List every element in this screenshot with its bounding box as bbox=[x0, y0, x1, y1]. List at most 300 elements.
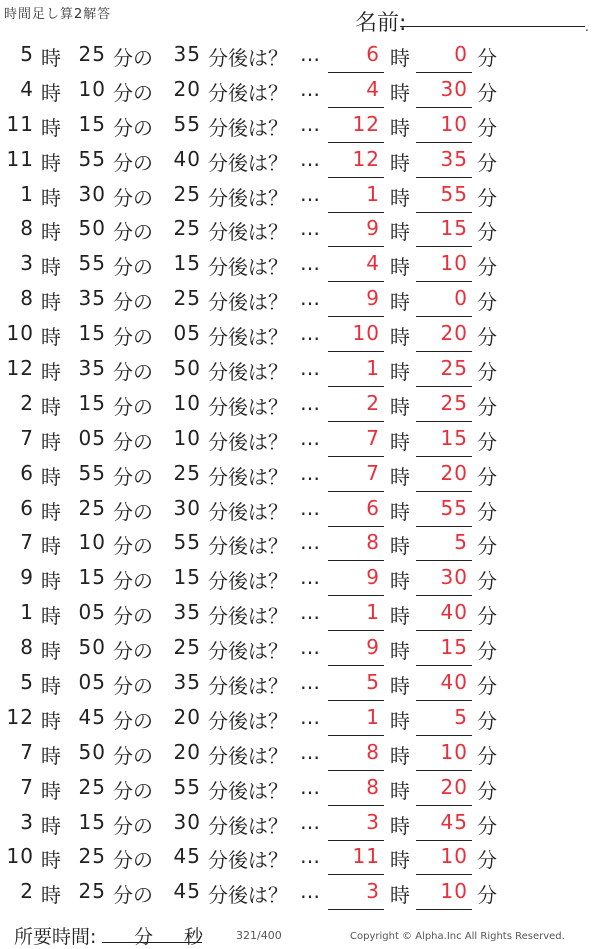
ellipsis: … bbox=[300, 879, 320, 904]
hour-label: 時 bbox=[41, 80, 61, 105]
answer-minute: 15 bbox=[440, 425, 468, 450]
added-minutes: 10 bbox=[173, 425, 201, 450]
start-hour: 5 bbox=[20, 42, 34, 66]
added-minutes: 45 bbox=[173, 844, 201, 869]
hour-label: 時 bbox=[41, 534, 61, 559]
start-minute: 15 bbox=[78, 565, 106, 590]
name-field-end: . bbox=[585, 20, 589, 34]
after-label: 分後は？ bbox=[208, 80, 288, 105]
ellipsis: … bbox=[300, 739, 320, 764]
minute-of-label: 分の bbox=[113, 534, 153, 559]
hour-label: 時 bbox=[41, 743, 61, 768]
problem-row bbox=[0, 319, 600, 354]
after-label: 分後は？ bbox=[208, 813, 288, 838]
start-hour: 2 bbox=[20, 390, 34, 415]
problem-row bbox=[0, 249, 600, 284]
start-hour: 12 bbox=[6, 704, 34, 729]
answer-hour-line bbox=[328, 700, 384, 701]
ellipsis: … bbox=[300, 809, 320, 834]
start-minute: 15 bbox=[78, 111, 106, 136]
start-hour: 10 bbox=[6, 321, 34, 346]
added-minutes: 35 bbox=[173, 42, 201, 66]
answer-minute-line bbox=[416, 735, 472, 736]
hour-label: 時 bbox=[41, 360, 61, 385]
after-label: 分後は？ bbox=[208, 883, 288, 908]
hour-label: 時 bbox=[41, 883, 61, 908]
answer-minute: 25 bbox=[440, 356, 468, 381]
after-label: 分後は？ bbox=[208, 220, 288, 245]
minute-of-label: 分の bbox=[113, 220, 153, 245]
hour-label: 時 bbox=[41, 708, 61, 733]
answer-hour-line bbox=[328, 107, 384, 108]
start-hour: 3 bbox=[20, 809, 34, 834]
ellipsis: … bbox=[300, 704, 320, 729]
minute-label: 分 bbox=[477, 639, 497, 664]
answer-hour: 11 bbox=[352, 844, 380, 869]
added-minutes: 25 bbox=[173, 181, 201, 206]
hour-label: 時 bbox=[390, 360, 410, 385]
ellipsis: … bbox=[300, 286, 320, 311]
after-label: 分後は？ bbox=[208, 150, 288, 175]
start-minute: 05 bbox=[78, 600, 106, 625]
start-minute: 10 bbox=[78, 76, 106, 101]
answer-hour-line bbox=[328, 909, 384, 910]
hour-label: 時 bbox=[390, 150, 410, 175]
start-hour: 7 bbox=[20, 425, 34, 450]
answer-hour: 1 bbox=[366, 356, 380, 381]
problem-row bbox=[0, 808, 600, 843]
start-minute: 30 bbox=[78, 181, 106, 206]
after-label: 分後は？ bbox=[208, 639, 288, 664]
answer-hour-line bbox=[328, 246, 384, 247]
answer-minute-line bbox=[416, 107, 472, 108]
start-minute: 50 bbox=[78, 635, 106, 660]
problem-row bbox=[0, 145, 600, 180]
answer-minute: 10 bbox=[440, 739, 468, 764]
minute-label: 分 bbox=[477, 115, 497, 140]
problem-row bbox=[0, 389, 600, 424]
page-number: 321/400 bbox=[236, 929, 282, 942]
hour-label: 時 bbox=[390, 534, 410, 559]
added-minutes: 55 bbox=[173, 530, 201, 555]
answer-hour: 9 bbox=[366, 565, 380, 590]
answer-minute-line bbox=[416, 386, 472, 387]
minute-of-label: 分の bbox=[113, 255, 153, 280]
start-minute: 25 bbox=[78, 879, 106, 904]
answer-minute-line bbox=[416, 526, 472, 527]
added-minutes: 20 bbox=[173, 739, 201, 764]
minute-label: 分 bbox=[477, 883, 497, 908]
answer-minute: 10 bbox=[440, 844, 468, 869]
problem-row bbox=[0, 214, 600, 249]
answer-minute: 0 bbox=[454, 286, 468, 311]
minute-label: 分 bbox=[477, 220, 497, 245]
ellipsis: … bbox=[300, 321, 320, 346]
minute-of-label: 分の bbox=[113, 46, 153, 70]
answer-hour: 3 bbox=[366, 879, 380, 904]
minute-of-label: 分の bbox=[113, 604, 153, 629]
start-minute: 25 bbox=[78, 774, 106, 799]
ellipsis: … bbox=[300, 460, 320, 485]
answer-hour-line bbox=[328, 665, 384, 666]
hour-label: 時 bbox=[390, 708, 410, 733]
problem-row bbox=[0, 738, 600, 773]
answer-hour: 1 bbox=[366, 181, 380, 206]
minute-label: 分 bbox=[477, 290, 497, 315]
after-label: 分後は？ bbox=[208, 534, 288, 559]
hour-label: 時 bbox=[390, 569, 410, 594]
answer-minute: 55 bbox=[440, 181, 468, 206]
minute-of-label: 分の bbox=[113, 429, 153, 454]
hour-label: 時 bbox=[41, 569, 61, 594]
answer-minute: 5 bbox=[454, 704, 468, 729]
hour-label: 時 bbox=[390, 464, 410, 489]
answer-hour-line bbox=[328, 316, 384, 317]
minute-of-label: 分の bbox=[113, 115, 153, 140]
answer-hour-line bbox=[328, 177, 384, 178]
start-minute: 35 bbox=[78, 286, 106, 311]
minute-of-label: 分の bbox=[113, 464, 153, 489]
start-hour: 3 bbox=[20, 251, 34, 276]
added-minutes: 55 bbox=[173, 111, 201, 136]
answer-minute-line bbox=[416, 281, 472, 282]
minute-label: 分 bbox=[477, 464, 497, 489]
minute-of-label: 分の bbox=[113, 743, 153, 768]
after-label: 分後は？ bbox=[208, 848, 288, 873]
answer-hour: 12 bbox=[352, 111, 380, 136]
start-hour: 12 bbox=[6, 356, 34, 381]
problem-list bbox=[0, 40, 600, 912]
answer-minute-line bbox=[416, 316, 472, 317]
added-minutes: 25 bbox=[173, 286, 201, 311]
answer-minute-line bbox=[416, 421, 472, 422]
hour-label: 時 bbox=[390, 604, 410, 629]
hour-label: 時 bbox=[41, 325, 61, 350]
answer-hour-line bbox=[328, 212, 384, 213]
added-minutes: 10 bbox=[173, 390, 201, 415]
answer-hour: 1 bbox=[366, 600, 380, 625]
hour-label: 時 bbox=[41, 499, 61, 524]
minute-label: 分 bbox=[477, 429, 497, 454]
ellipsis: … bbox=[300, 216, 320, 241]
added-minutes: 30 bbox=[173, 495, 201, 520]
start-hour: 2 bbox=[20, 879, 34, 904]
answer-minute: 15 bbox=[440, 635, 468, 660]
minute-label: 分 bbox=[477, 394, 497, 419]
hour-label: 時 bbox=[390, 674, 410, 699]
after-label: 分後は？ bbox=[208, 464, 288, 489]
answer-hour-line bbox=[328, 805, 384, 806]
answer-hour: 4 bbox=[366, 251, 380, 276]
name-field-line bbox=[400, 26, 585, 27]
answer-minute: 30 bbox=[440, 76, 468, 101]
minute-label: 分 bbox=[477, 708, 497, 733]
hour-label: 時 bbox=[41, 429, 61, 454]
answer-minute-line bbox=[416, 456, 472, 457]
problem-row bbox=[0, 284, 600, 319]
answer-hour-line bbox=[328, 351, 384, 352]
added-minutes: 30 bbox=[173, 809, 201, 834]
after-label: 分後は？ bbox=[208, 569, 288, 594]
minute-of-label: 分の bbox=[113, 80, 153, 105]
added-minutes: 55 bbox=[173, 774, 201, 799]
answer-minute: 20 bbox=[440, 774, 468, 799]
answer-minute: 10 bbox=[440, 111, 468, 136]
added-minutes: 40 bbox=[173, 146, 201, 171]
start-hour: 7 bbox=[20, 530, 34, 555]
hour-label: 時 bbox=[41, 185, 61, 210]
hour-label: 時 bbox=[390, 325, 410, 350]
hour-label: 時 bbox=[390, 499, 410, 524]
ellipsis: … bbox=[300, 146, 320, 171]
start-hour: 7 bbox=[20, 739, 34, 764]
minute-label: 分 bbox=[477, 255, 497, 280]
problem-row bbox=[0, 668, 600, 703]
start-hour: 6 bbox=[20, 495, 34, 520]
after-label: 分後は？ bbox=[208, 778, 288, 803]
minute-of-label: 分の bbox=[113, 499, 153, 524]
after-label: 分後は？ bbox=[208, 290, 288, 315]
hour-label: 時 bbox=[41, 150, 61, 175]
start-minute: 25 bbox=[78, 42, 106, 66]
answer-minute: 35 bbox=[440, 146, 468, 171]
problem-row bbox=[0, 842, 600, 877]
start-hour: 1 bbox=[20, 600, 34, 625]
start-minute: 55 bbox=[78, 146, 106, 171]
minute-label: 分 bbox=[477, 848, 497, 873]
ellipsis: … bbox=[300, 530, 320, 555]
added-minutes: 25 bbox=[173, 216, 201, 241]
ellipsis: … bbox=[300, 181, 320, 206]
answer-hour: 1 bbox=[366, 704, 380, 729]
hour-label: 時 bbox=[41, 464, 61, 489]
answer-minute: 45 bbox=[440, 809, 468, 834]
answer-hour: 5 bbox=[366, 670, 380, 695]
answer-hour-line bbox=[328, 421, 384, 422]
answer-hour: 4 bbox=[366, 76, 380, 101]
minute-label: 分 bbox=[477, 46, 497, 70]
minute-of-label: 分の bbox=[113, 185, 153, 210]
minute-label: 分 bbox=[477, 80, 497, 105]
answer-hour-line bbox=[328, 770, 384, 771]
start-minute: 55 bbox=[78, 460, 106, 485]
hour-label: 時 bbox=[41, 220, 61, 245]
start-hour: 6 bbox=[20, 460, 34, 485]
problem-row bbox=[0, 563, 600, 598]
hour-label: 時 bbox=[390, 220, 410, 245]
start-minute: 50 bbox=[78, 739, 106, 764]
hour-label: 時 bbox=[41, 813, 61, 838]
ellipsis: … bbox=[300, 670, 320, 695]
added-minutes: 35 bbox=[173, 600, 201, 625]
added-minutes: 15 bbox=[173, 565, 201, 590]
time-minutes-label: 分 bbox=[134, 926, 154, 948]
minute-label: 分 bbox=[477, 604, 497, 629]
minute-label: 分 bbox=[477, 569, 497, 594]
added-minutes: 05 bbox=[173, 321, 201, 346]
hour-label: 時 bbox=[41, 394, 61, 419]
answer-minute: 5 bbox=[454, 530, 468, 555]
hour-label: 時 bbox=[390, 394, 410, 419]
after-label: 分後は？ bbox=[208, 743, 288, 768]
answer-minute-line bbox=[416, 246, 472, 247]
ellipsis: … bbox=[300, 111, 320, 136]
start-minute: 45 bbox=[78, 704, 106, 729]
minute-label: 分 bbox=[477, 150, 497, 175]
answer-hour-line bbox=[328, 595, 384, 596]
hour-label: 時 bbox=[41, 639, 61, 664]
answer-hour-line bbox=[328, 281, 384, 282]
minute-label: 分 bbox=[477, 674, 497, 699]
after-label: 分後は？ bbox=[208, 604, 288, 629]
start-hour: 8 bbox=[20, 216, 34, 241]
problem-row bbox=[0, 75, 600, 110]
start-minute: 25 bbox=[78, 495, 106, 520]
start-minute: 05 bbox=[78, 670, 106, 695]
hour-label: 時 bbox=[390, 255, 410, 280]
hour-label: 時 bbox=[390, 743, 410, 768]
added-minutes: 35 bbox=[173, 670, 201, 695]
answer-minute: 10 bbox=[440, 251, 468, 276]
answer-hour: 8 bbox=[366, 774, 380, 799]
answer-hour: 6 bbox=[366, 42, 380, 66]
minute-of-label: 分の bbox=[113, 674, 153, 699]
problem-row bbox=[0, 528, 600, 563]
start-hour: 7 bbox=[20, 774, 34, 799]
hour-label: 時 bbox=[390, 778, 410, 803]
answer-minute-line bbox=[416, 142, 472, 143]
hour-label: 時 bbox=[390, 185, 410, 210]
answer-minute-line bbox=[416, 665, 472, 666]
ellipsis: … bbox=[300, 774, 320, 799]
start-hour: 10 bbox=[6, 844, 34, 869]
after-label: 分後は？ bbox=[208, 394, 288, 419]
answer-minute-line bbox=[416, 491, 472, 492]
answer-minute-line bbox=[416, 212, 472, 213]
name-label: 名前: bbox=[355, 11, 407, 36]
answer-hour: 9 bbox=[366, 286, 380, 311]
answer-minute-line bbox=[416, 560, 472, 561]
after-label: 分後は？ bbox=[208, 185, 288, 210]
answer-hour-line bbox=[328, 560, 384, 561]
answer-hour-line bbox=[328, 72, 384, 73]
minute-of-label: 分の bbox=[113, 290, 153, 315]
answer-hour: 8 bbox=[366, 530, 380, 555]
answer-minute: 25 bbox=[440, 390, 468, 415]
answer-minute: 20 bbox=[440, 460, 468, 485]
copyright-text: Copyright © Alpha.Inc All Rights Reserved. bbox=[350, 931, 565, 942]
ellipsis: … bbox=[300, 76, 320, 101]
after-label: 分後は？ bbox=[208, 360, 288, 385]
start-minute: 15 bbox=[78, 321, 106, 346]
minute-of-label: 分の bbox=[113, 150, 153, 175]
answer-minute-line bbox=[416, 177, 472, 178]
hour-label: 時 bbox=[41, 778, 61, 803]
problem-row bbox=[0, 110, 600, 145]
minute-of-label: 分の bbox=[113, 394, 153, 419]
start-hour: 8 bbox=[20, 635, 34, 660]
hour-label: 時 bbox=[390, 848, 410, 873]
answer-minute-line bbox=[416, 770, 472, 771]
answer-hour-line bbox=[328, 735, 384, 736]
minute-of-label: 分の bbox=[113, 848, 153, 873]
problem-row bbox=[0, 703, 600, 738]
answer-hour: 12 bbox=[352, 146, 380, 171]
answer-minute-line bbox=[416, 840, 472, 841]
minute-of-label: 分の bbox=[113, 883, 153, 908]
after-label: 分後は？ bbox=[208, 46, 288, 70]
problem-row bbox=[0, 633, 600, 668]
start-hour: 5 bbox=[20, 670, 34, 695]
ellipsis: … bbox=[300, 390, 320, 415]
hour-label: 時 bbox=[390, 883, 410, 908]
answer-hour: 6 bbox=[366, 495, 380, 520]
start-minute: 50 bbox=[78, 216, 106, 241]
answer-minute-line bbox=[416, 595, 472, 596]
hour-label: 時 bbox=[41, 46, 61, 70]
after-label: 分後は？ bbox=[208, 255, 288, 280]
minute-label: 分 bbox=[477, 325, 497, 350]
answer-minute: 20 bbox=[440, 321, 468, 346]
ellipsis: … bbox=[300, 42, 320, 66]
minute-of-label: 分の bbox=[113, 708, 153, 733]
ellipsis: … bbox=[300, 356, 320, 381]
minute-label: 分 bbox=[477, 778, 497, 803]
answer-minute-line bbox=[416, 72, 472, 73]
minute-of-label: 分の bbox=[113, 360, 153, 385]
minute-label: 分 bbox=[477, 743, 497, 768]
time-required-label: 所要時間: bbox=[14, 926, 97, 948]
start-hour: 9 bbox=[20, 565, 34, 590]
answer-minute: 40 bbox=[440, 670, 468, 695]
answer-minute-line bbox=[416, 805, 472, 806]
worksheet-title: 時間足し算2解答 bbox=[4, 7, 112, 22]
after-label: 分後は？ bbox=[208, 429, 288, 454]
answer-minute: 55 bbox=[440, 495, 468, 520]
start-minute: 15 bbox=[78, 809, 106, 834]
answer-minute-line bbox=[416, 700, 472, 701]
answer-minute: 30 bbox=[440, 565, 468, 590]
added-minutes: 45 bbox=[173, 879, 201, 904]
answer-hour-line bbox=[328, 874, 384, 875]
after-label: 分後は？ bbox=[208, 115, 288, 140]
start-minute: 35 bbox=[78, 356, 106, 381]
minute-label: 分 bbox=[477, 499, 497, 524]
hour-label: 時 bbox=[41, 115, 61, 140]
answer-minute-line bbox=[416, 351, 472, 352]
answer-hour-line bbox=[328, 840, 384, 841]
minute-label: 分 bbox=[477, 360, 497, 385]
start-hour: 11 bbox=[6, 111, 34, 136]
added-minutes: 20 bbox=[173, 704, 201, 729]
hour-label: 時 bbox=[41, 290, 61, 315]
ellipsis: … bbox=[300, 844, 320, 869]
ellipsis: … bbox=[300, 635, 320, 660]
problem-row bbox=[0, 459, 600, 494]
start-minute: 55 bbox=[78, 251, 106, 276]
minute-of-label: 分の bbox=[113, 639, 153, 664]
problem-row bbox=[0, 494, 600, 529]
minute-of-label: 分の bbox=[113, 813, 153, 838]
ellipsis: … bbox=[300, 565, 320, 590]
added-minutes: 25 bbox=[173, 635, 201, 660]
after-label: 分後は？ bbox=[208, 325, 288, 350]
answer-hour-line bbox=[328, 491, 384, 492]
problem-row bbox=[0, 354, 600, 389]
start-hour: 1 bbox=[20, 181, 34, 206]
hour-label: 時 bbox=[390, 813, 410, 838]
answer-hour-line bbox=[328, 456, 384, 457]
